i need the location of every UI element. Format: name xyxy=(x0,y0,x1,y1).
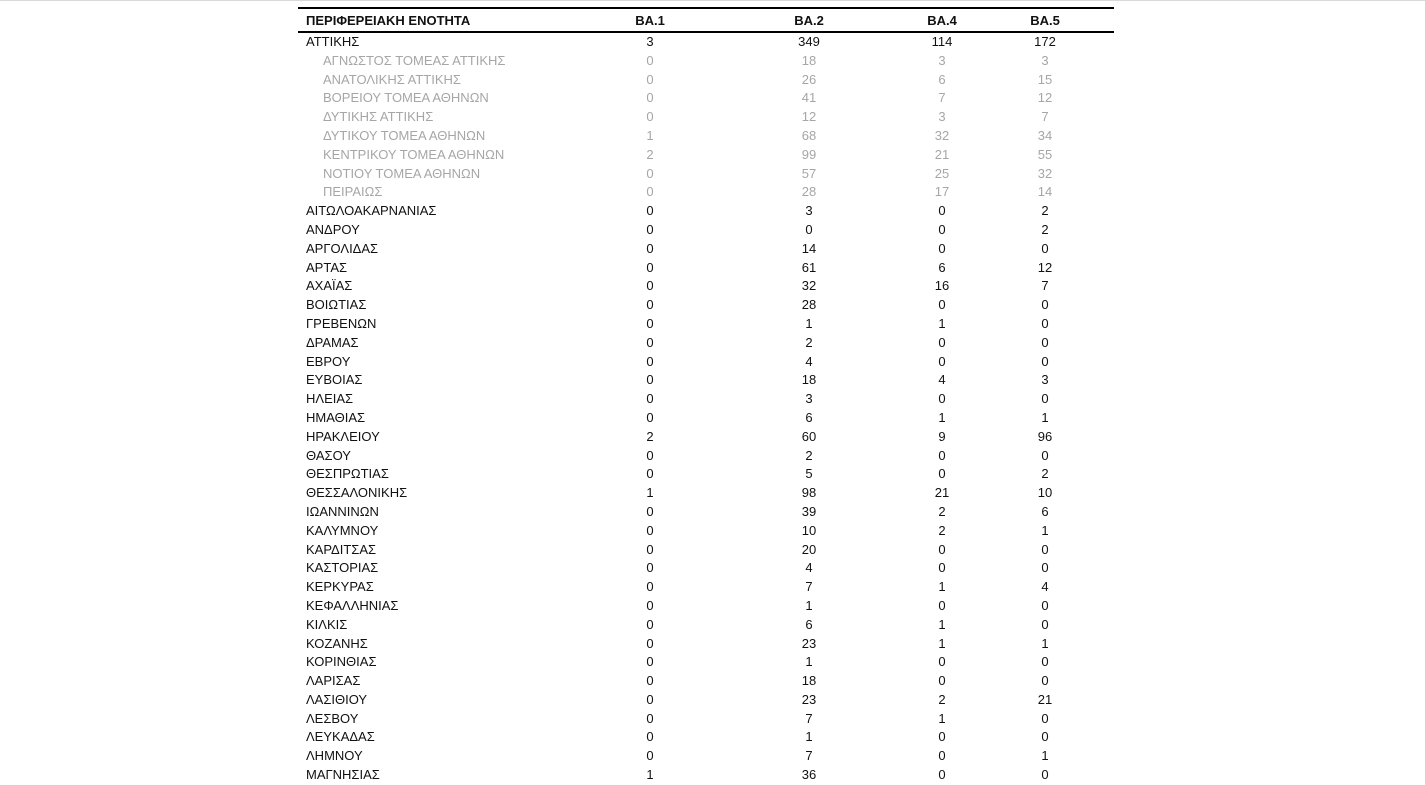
ba4-value-cell: 0 xyxy=(938,654,946,670)
ba1-value-cell: 1 xyxy=(646,127,654,143)
ba4-value-cell: 2 xyxy=(938,691,946,707)
ba1-value-cell: 0 xyxy=(646,597,654,613)
region-name-cell: ΑΧΑΪΑΣ xyxy=(306,278,353,294)
table-subrow xyxy=(298,165,1114,184)
ba5-value-cell: 12 xyxy=(1037,90,1053,106)
ba2-value-cell: 12 xyxy=(801,109,817,125)
ba5-value-cell: 0 xyxy=(1041,240,1049,256)
ba5-value-cell: 0 xyxy=(1041,315,1049,331)
table-row xyxy=(298,315,1114,334)
table-row xyxy=(298,240,1114,259)
ba5-value-cell: 6 xyxy=(1041,503,1049,519)
ba2-value-cell: 99 xyxy=(801,146,817,162)
ba1-value-cell: 0 xyxy=(646,654,654,670)
ba4-value-cell: 0 xyxy=(938,353,946,369)
table-row xyxy=(298,371,1114,390)
ba4-value-cell: 0 xyxy=(938,767,946,783)
ba5-value-cell: 0 xyxy=(1041,597,1049,613)
ba4-value-cell: 1 xyxy=(938,579,946,595)
ba1-value-cell: 0 xyxy=(646,184,654,200)
ba1-value-cell: 0 xyxy=(646,334,654,350)
ba4-value-cell: 2 xyxy=(938,522,946,538)
ba5-value-cell: 7 xyxy=(1041,109,1049,125)
region-name-cell: ΑΡΓΟΛΙΔΑΣ xyxy=(306,240,379,256)
ba2-value-cell: 1 xyxy=(805,315,813,331)
ba5-value-cell: 0 xyxy=(1041,334,1049,350)
ba2-value-cell: 1 xyxy=(805,654,813,670)
ba2-value-cell: 28 xyxy=(801,297,817,313)
table-subrow xyxy=(298,71,1114,90)
table-row xyxy=(298,578,1114,597)
ba2-value-cell: 7 xyxy=(805,579,813,595)
ba2-value-cell: 14 xyxy=(801,240,817,256)
ba5-value-cell: 15 xyxy=(1037,71,1053,87)
region-name-cell: ΔΥΤΙΚΟΥ ΤΟΜΕΑ ΑΘΗΝΩΝ xyxy=(323,127,486,143)
table-row xyxy=(298,202,1114,221)
ba1-value-cell: 0 xyxy=(646,240,654,256)
ba1-value-cell: 0 xyxy=(646,635,654,651)
ba2-value-cell: 7 xyxy=(805,710,813,726)
ba4-value-cell: 6 xyxy=(938,259,946,275)
region-name-cell: ΚΕΦΑΛΛΗΝΙΑΣ xyxy=(306,597,399,613)
region-name-cell: ΚΟΖΑΝΗΣ xyxy=(306,635,368,651)
ba5-value-cell: 3 xyxy=(1041,372,1049,388)
ba5-value-cell: 10 xyxy=(1037,485,1053,501)
table-row xyxy=(298,747,1114,766)
ba1-value-cell: 0 xyxy=(646,503,654,519)
region-name-cell: ΘΑΣΟΥ xyxy=(306,447,351,463)
ba1-value-cell: 0 xyxy=(646,466,654,482)
ba4-value-cell: 0 xyxy=(938,729,946,745)
ba1-value-cell: 0 xyxy=(646,729,654,745)
ba4-value-cell: 21 xyxy=(934,485,950,501)
region-name-cell: ΕΒΡΟΥ xyxy=(306,353,351,369)
ba1-value-cell: 0 xyxy=(646,391,654,407)
ba1-value-cell: 0 xyxy=(646,71,654,87)
region-name-cell: ΛΗΜΝΟΥ xyxy=(306,748,363,764)
page-top-border xyxy=(0,0,1425,1)
ba2-value-cell: 32 xyxy=(801,278,817,294)
region-name-cell: ΑΝΑΤΟΛΙΚΗΣ ΑΤΤΙΚΗΣ xyxy=(323,71,461,87)
region-name-cell: ΚΑΡΔΙΤΣΑΣ xyxy=(306,541,377,557)
ba2-value-cell: 10 xyxy=(801,522,817,538)
table-row xyxy=(298,541,1114,560)
ba4-value-cell: 1 xyxy=(938,635,946,651)
ba4-value-cell: 6 xyxy=(938,71,946,87)
table-subrow xyxy=(298,183,1114,202)
ba2-value-cell: 57 xyxy=(801,165,817,181)
ba1-value-cell: 0 xyxy=(646,203,654,219)
ba4-value-cell: 25 xyxy=(934,165,950,181)
header-region: ΠΕΡΙΦΕΡΕΙΑΚΗ ΕΝΟΤΗΤΑ xyxy=(298,8,590,32)
ba5-value-cell: 0 xyxy=(1041,353,1049,369)
region-name-cell: ΑΝΔΡΟΥ xyxy=(306,221,360,237)
ba2-value-cell: 3 xyxy=(805,203,813,219)
ba2-value-cell: 1 xyxy=(805,729,813,745)
ba4-value-cell: 7 xyxy=(938,90,946,106)
header-ba5: BA.5 xyxy=(976,8,1114,32)
ba5-value-cell: 0 xyxy=(1041,541,1049,557)
ba1-value-cell: 0 xyxy=(646,673,654,689)
ba4-value-cell: 3 xyxy=(938,52,946,68)
ba5-value-cell: 0 xyxy=(1041,447,1049,463)
ba5-value-cell: 14 xyxy=(1037,184,1053,200)
ba2-value-cell: 23 xyxy=(801,635,817,651)
table-row xyxy=(298,635,1114,654)
ba2-value-cell: 18 xyxy=(801,673,817,689)
ba1-value-cell: 3 xyxy=(646,34,654,49)
table-row xyxy=(298,334,1114,353)
ba5-value-cell: 0 xyxy=(1041,710,1049,726)
ba5-value-cell: 0 xyxy=(1041,729,1049,745)
ba2-value-cell: 18 xyxy=(801,372,817,388)
ba2-value-cell: 6 xyxy=(805,616,813,632)
ba1-value-cell: 0 xyxy=(646,353,654,369)
table-row xyxy=(298,710,1114,729)
ba1-value-cell: 0 xyxy=(646,90,654,106)
ba4-value-cell: 0 xyxy=(938,203,946,219)
table-subrow xyxy=(298,146,1114,165)
ba1-value-cell: 0 xyxy=(646,52,654,68)
ba4-value-cell: 9 xyxy=(938,428,946,444)
ba1-value-cell: 0 xyxy=(646,748,654,764)
ba5-value-cell: 4 xyxy=(1041,579,1049,595)
ba5-value-cell: 0 xyxy=(1041,560,1049,576)
region-name-cell: ΚΟΡΙΝΘΙΑΣ xyxy=(306,654,377,670)
region-name-cell: ΠΕΙΡΑΙΩΣ xyxy=(323,184,383,200)
table-row xyxy=(298,484,1114,503)
table-row xyxy=(298,409,1114,428)
region-name-cell: ΒΟΙΩΤΙΑΣ xyxy=(306,297,367,313)
table-row xyxy=(298,691,1114,710)
ba5-value-cell: 34 xyxy=(1037,127,1053,143)
ba4-value-cell: 0 xyxy=(938,391,946,407)
ba5-value-cell: 1 xyxy=(1041,635,1049,651)
region-name-cell: ΛΑΣΙΘΙΟΥ xyxy=(306,691,368,707)
region-name-cell: ΝΟΤΙΟΥ ΤΟΜΕΑ ΑΘΗΝΩΝ xyxy=(323,165,481,181)
table-row xyxy=(298,277,1114,296)
ba2-value-cell: 61 xyxy=(801,259,817,275)
ba4-value-cell: 0 xyxy=(938,748,946,764)
table-row xyxy=(298,653,1114,672)
ba4-value-cell: 2 xyxy=(938,503,946,519)
region-name-cell: ΚΕΝΤΡΙΚΟΥ ΤΟΜΕΑ ΑΘΗΝΩΝ xyxy=(323,146,505,162)
ba4-value-cell: 114 xyxy=(931,34,953,49)
ba4-value-cell: 0 xyxy=(938,673,946,689)
ba4-value-cell: 3 xyxy=(938,109,946,125)
table-row xyxy=(298,559,1114,578)
ba1-value-cell: 0 xyxy=(646,522,654,538)
ba2-value-cell: 4 xyxy=(805,560,813,576)
table-header-row xyxy=(298,8,1114,32)
ba5-value-cell: 1 xyxy=(1041,748,1049,764)
ba4-value-cell: 1 xyxy=(938,616,946,632)
ba2-value-cell: 7 xyxy=(805,748,813,764)
ba5-value-cell: 1 xyxy=(1041,522,1049,538)
table-row xyxy=(298,259,1114,278)
ba2-value-cell: 349 xyxy=(798,34,820,49)
ba2-value-cell: 39 xyxy=(801,503,817,519)
table-row xyxy=(298,766,1114,785)
ba5-value-cell: 0 xyxy=(1041,673,1049,689)
ba5-value-cell: 21 xyxy=(1037,691,1053,707)
ba1-value-cell: 0 xyxy=(646,315,654,331)
region-name-cell: ΑΙΤΩΛΟΑΚΑΡΝΑΝΙΑΣ xyxy=(306,203,437,219)
ba5-value-cell: 0 xyxy=(1041,654,1049,670)
ba4-value-cell: 0 xyxy=(938,447,946,463)
header-ba4: BA.4 xyxy=(908,8,976,32)
ba4-value-cell: 1 xyxy=(938,710,946,726)
ba4-value-cell: 4 xyxy=(938,372,946,388)
ba5-value-cell: 7 xyxy=(1041,278,1049,294)
ba1-value-cell: 1 xyxy=(646,485,654,501)
ba2-value-cell: 5 xyxy=(805,466,813,482)
table-subrow xyxy=(298,52,1114,71)
ba4-value-cell: 21 xyxy=(934,146,950,162)
region-name-cell: ΘΕΣΣΑΛΟΝΙΚΗΣ xyxy=(306,485,408,501)
table-row xyxy=(298,728,1114,747)
table-body xyxy=(298,32,1114,785)
ba5-value-cell: 1 xyxy=(1041,409,1049,425)
ba1-value-cell: 0 xyxy=(646,541,654,557)
ba1-value-cell: 0 xyxy=(646,259,654,275)
ba4-value-cell: 1 xyxy=(938,315,946,331)
ba5-value-cell: 0 xyxy=(1041,767,1049,783)
ba4-value-cell: 16 xyxy=(934,278,950,294)
ba2-value-cell: 23 xyxy=(801,691,817,707)
ba4-value-cell: 0 xyxy=(938,297,946,313)
ba4-value-cell: 32 xyxy=(934,127,950,143)
ba1-value-cell: 0 xyxy=(646,560,654,576)
region-name-cell: ΒΟΡΕΙΟΥ ΤΟΜΕΑ ΑΘΗΝΩΝ xyxy=(323,90,489,106)
region-name-cell: ΗΜΑΘΙΑΣ xyxy=(306,409,366,425)
table-subrow xyxy=(298,89,1114,108)
ba1-value-cell: 0 xyxy=(646,579,654,595)
ba1-value-cell: 2 xyxy=(646,428,654,444)
region-name-cell: ΑΡΤΑΣ xyxy=(306,259,348,275)
ba2-value-cell: 20 xyxy=(801,541,817,557)
ba4-value-cell: 0 xyxy=(938,466,946,482)
region-name-cell: ΑΓΝΩΣΤΟΣ ΤΟΜΕΑΣ ΑΤΤΙΚΗΣ xyxy=(323,52,506,68)
ba5-value-cell: 55 xyxy=(1037,146,1053,162)
table-row xyxy=(298,447,1114,466)
ba5-value-cell: 3 xyxy=(1041,52,1049,68)
ba2-value-cell: 60 xyxy=(801,428,817,444)
ba2-value-cell: 1 xyxy=(805,597,813,613)
ba1-value-cell: 0 xyxy=(646,165,654,181)
ba1-value-cell: 0 xyxy=(646,691,654,707)
ba2-value-cell: 3 xyxy=(805,391,813,407)
ba1-value-cell: 0 xyxy=(646,409,654,425)
table-row xyxy=(298,465,1114,484)
ba5-value-cell: 0 xyxy=(1041,391,1049,407)
ba1-value-cell: 1 xyxy=(646,767,654,783)
table-row xyxy=(298,296,1114,315)
ba2-value-cell: 68 xyxy=(801,127,817,143)
header-ba2: BA.2 xyxy=(710,8,908,32)
ba4-value-cell: 0 xyxy=(938,560,946,576)
ba5-value-cell: 32 xyxy=(1037,165,1053,181)
region-name-cell: ΔΥΤΙΚΗΣ ΑΤΤΙΚΗΣ xyxy=(323,109,434,125)
table-row xyxy=(298,616,1114,635)
table-subrow xyxy=(298,127,1114,146)
ba1-value-cell: 0 xyxy=(646,278,654,294)
ba1-value-cell: 0 xyxy=(646,297,654,313)
region-name-cell: ΚΙΛΚΙΣ xyxy=(306,616,348,632)
table-row xyxy=(298,503,1114,522)
region-name-cell: ΗΡΑΚΛΕΙΟΥ xyxy=(306,428,380,444)
ba4-value-cell: 0 xyxy=(938,334,946,350)
ba1-value-cell: 0 xyxy=(646,616,654,632)
table-row xyxy=(298,672,1114,691)
ba2-value-cell: 6 xyxy=(805,409,813,425)
ba2-value-cell: 2 xyxy=(805,334,813,350)
ba2-value-cell: 0 xyxy=(805,221,813,237)
table-row xyxy=(298,221,1114,240)
table-row xyxy=(298,32,1114,52)
ba1-value-cell: 0 xyxy=(646,447,654,463)
ba5-value-cell: 2 xyxy=(1041,466,1049,482)
ba1-value-cell: 0 xyxy=(646,372,654,388)
table-row xyxy=(298,428,1114,447)
region-name-cell: ΗΛΕΙΑΣ xyxy=(306,391,354,407)
ba5-value-cell: 2 xyxy=(1041,221,1049,237)
region-name-cell: ΛΕΥΚΑΔΑΣ xyxy=(306,729,375,745)
ba5-value-cell: 0 xyxy=(1041,297,1049,313)
region-name-cell: ΔΡΑΜΑΣ xyxy=(306,334,359,350)
ba4-value-cell: 1 xyxy=(938,409,946,425)
ba1-value-cell: 0 xyxy=(646,109,654,125)
region-name-cell: ΙΩΑΝΝΙΝΩΝ xyxy=(306,503,379,519)
table-row xyxy=(298,597,1114,616)
ba4-value-cell: 0 xyxy=(938,541,946,557)
ba5-value-cell: 172 xyxy=(1034,34,1056,49)
region-name-cell: ΚΑΣΤΟΡΙΑΣ xyxy=(306,560,379,576)
ba2-value-cell: 41 xyxy=(801,90,817,106)
ba2-value-cell: 18 xyxy=(801,52,817,68)
region-name-cell: ΛΑΡΙΣΑΣ xyxy=(306,673,361,689)
table-row xyxy=(298,390,1114,409)
ba4-value-cell: 17 xyxy=(934,184,950,200)
table-subrow xyxy=(298,108,1114,127)
ba2-value-cell: 2 xyxy=(805,447,813,463)
ba1-value-cell: 0 xyxy=(646,221,654,237)
region-name-cell: ΚΕΡΚΥΡΑΣ xyxy=(306,579,374,595)
ba5-value-cell: 96 xyxy=(1037,428,1053,444)
variants-by-region-table xyxy=(298,7,1114,785)
table-row xyxy=(298,522,1114,541)
region-name-cell: ΑΤΤΙΚΗΣ xyxy=(306,34,360,49)
header-ba1: BA.1 xyxy=(590,8,710,32)
ba4-value-cell: 0 xyxy=(938,240,946,256)
table-row xyxy=(298,353,1114,372)
ba5-value-cell: 2 xyxy=(1041,203,1049,219)
region-name-cell: ΕΥΒΟΙΑΣ xyxy=(306,372,363,388)
region-name-cell: ΘΕΣΠΡΩΤΙΑΣ xyxy=(306,466,389,482)
ba4-value-cell: 0 xyxy=(938,221,946,237)
ba1-value-cell: 0 xyxy=(646,710,654,726)
ba2-value-cell: 28 xyxy=(801,184,817,200)
ba4-value-cell: 0 xyxy=(938,597,946,613)
ba5-value-cell: 12 xyxy=(1037,259,1053,275)
region-name-cell: ΜΑΓΝΗΣΙΑΣ xyxy=(306,767,380,783)
ba2-value-cell: 4 xyxy=(805,353,813,369)
region-name-cell: ΓΡΕΒΕΝΩΝ xyxy=(306,315,377,331)
ba1-value-cell: 2 xyxy=(646,146,654,162)
ba2-value-cell: 36 xyxy=(801,767,817,783)
ba5-value-cell: 0 xyxy=(1041,616,1049,632)
region-name-cell: ΛΕΣΒΟΥ xyxy=(306,710,359,726)
ba2-value-cell: 26 xyxy=(801,71,817,87)
ba2-value-cell: 98 xyxy=(801,485,817,501)
region-name-cell: ΚΑΛΥΜΝΟΥ xyxy=(306,522,379,538)
